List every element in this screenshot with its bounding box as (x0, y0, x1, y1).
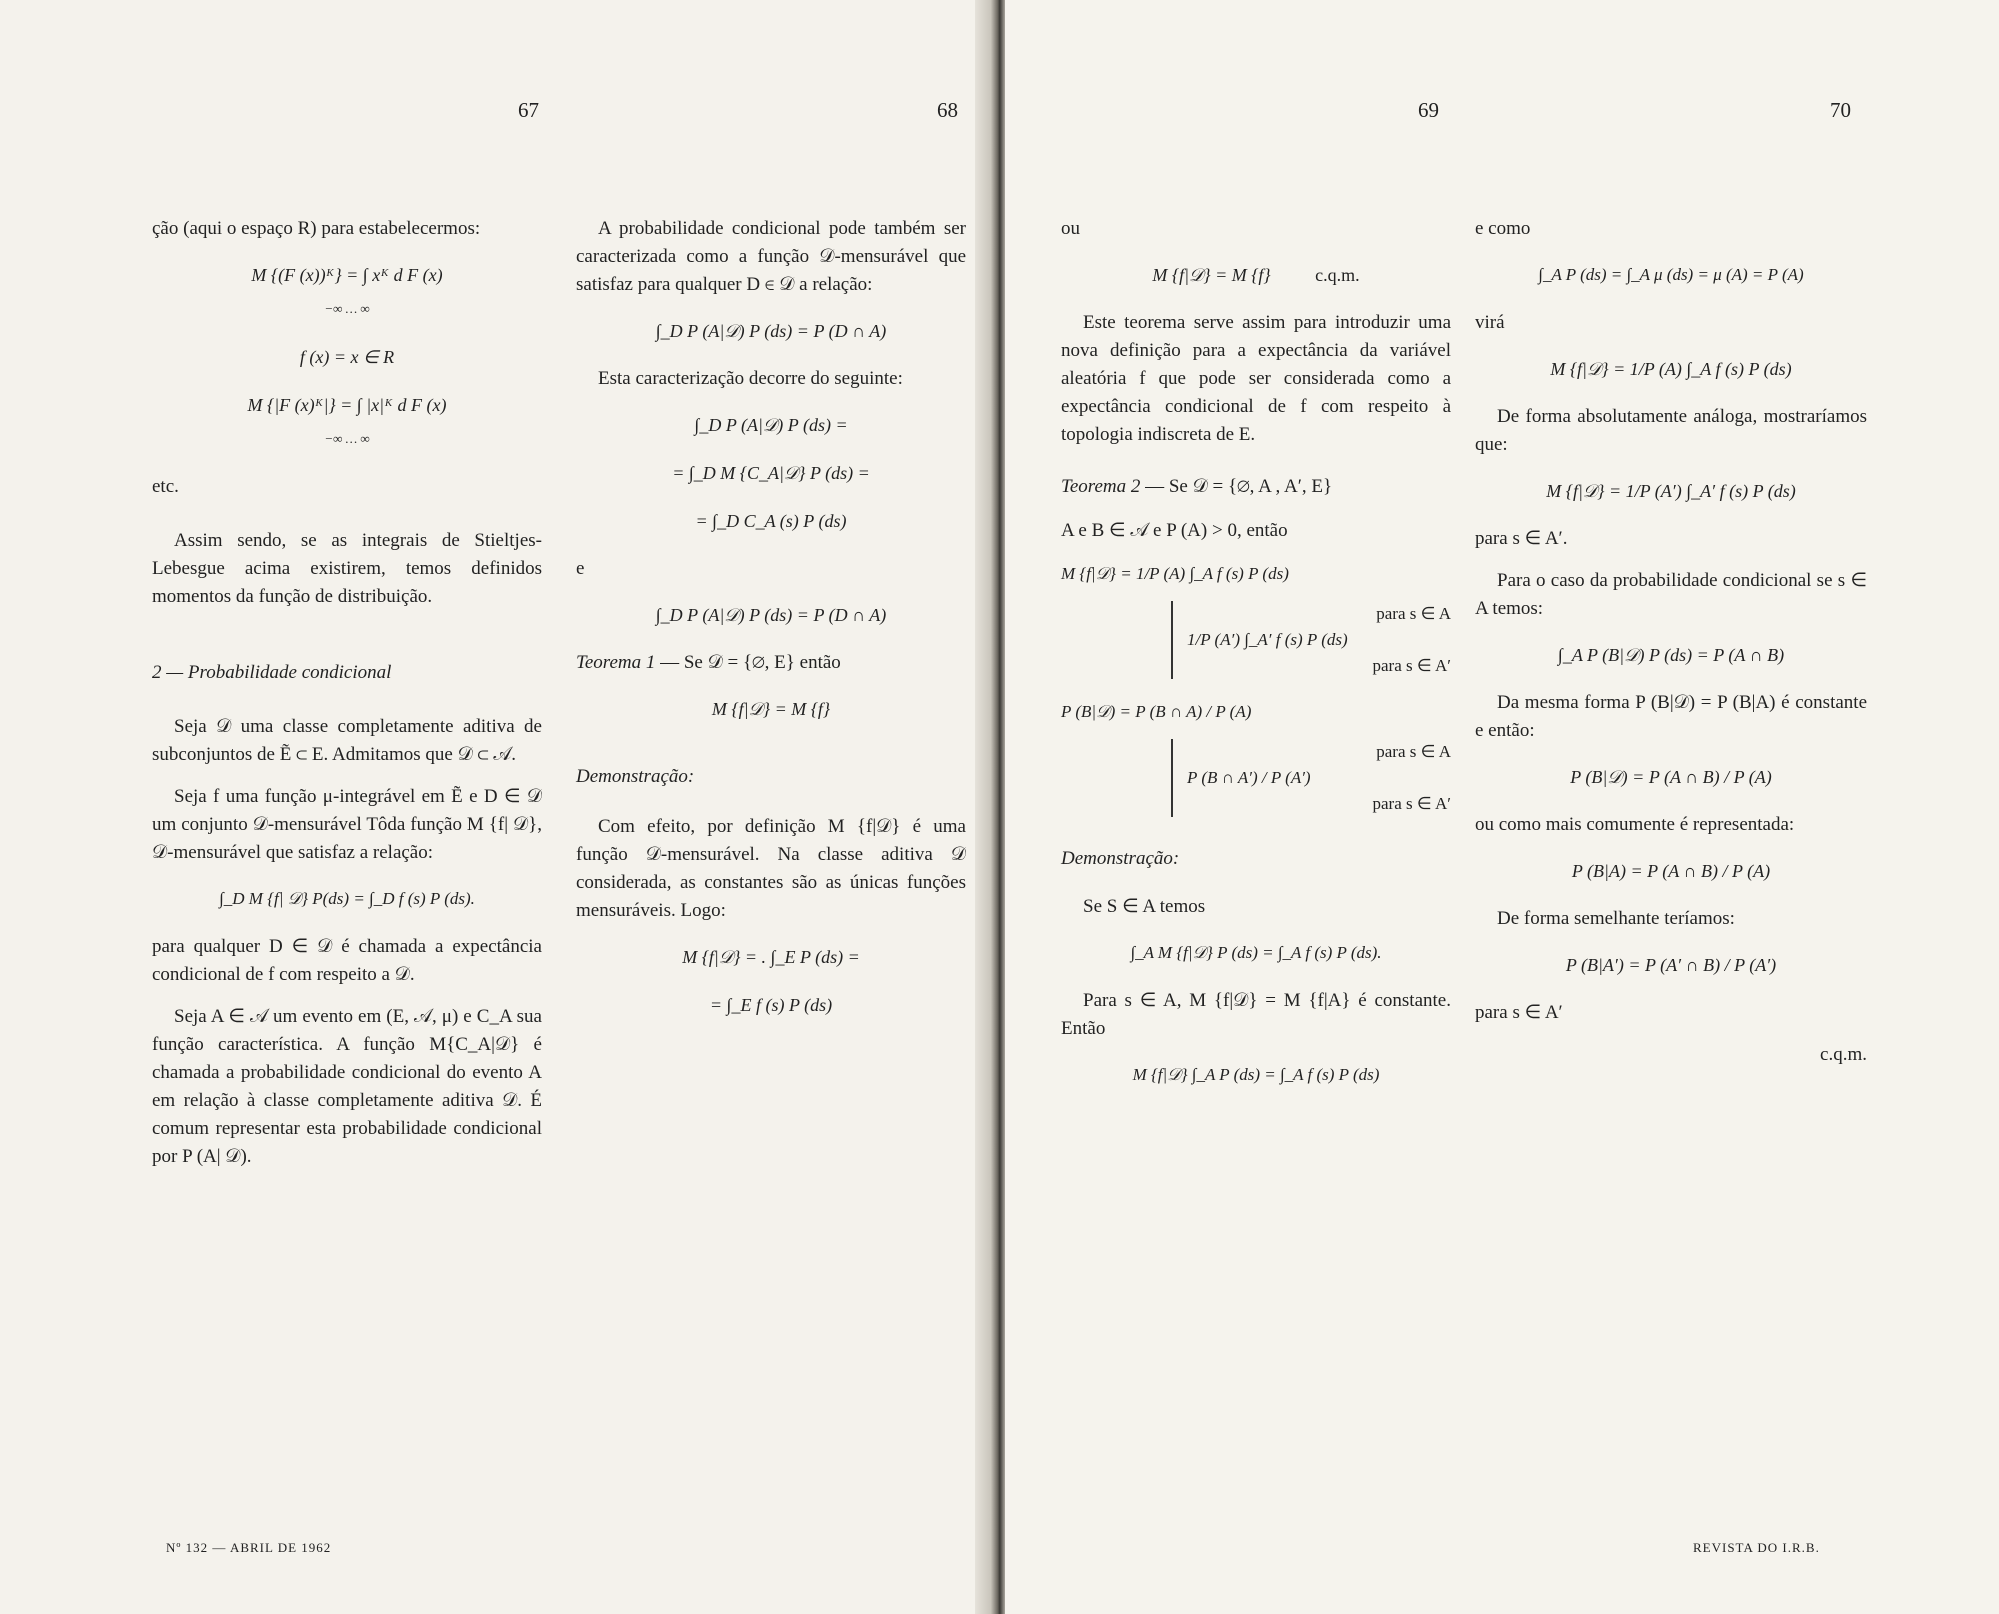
equation: = ∫_D C_A (s) P (ds) (695, 511, 847, 531)
case-2-first: P (B|𝒟) = P (B ∩ A) / P (A) (1061, 702, 1252, 721)
paragraph: Assim sendo, se as integrais de Stieltjes-Lebesgue acima existirem, temos definidos momentos da função de distribuição. (152, 530, 542, 607)
case-1-first: M {f|𝒟} = 1/P (A) ∫_A f (s) P (ds) (1061, 564, 1289, 583)
paragraph: etc. (152, 476, 179, 497)
equation-body: M {f|𝒟} = M {f} (1152, 265, 1271, 285)
paragraph: Da mesma forma P (B|𝒟) = P (B|A) é constante e então: (1475, 692, 1867, 741)
theorem-label: Teorema 2 (1061, 476, 1141, 497)
paragraph: Se S ∈ A temos (1083, 896, 1206, 917)
paragraph: Seja A ∈ 𝒜 um evento em (E, 𝒜, μ) e C_A sua função característica. A função M{C_A|𝒟} é chamada a probabilidade condicional do evento A em relação à classe completamente aditiva 𝒟. É comum representar esta probabilidade condicional por P (A| 𝒟). (152, 1006, 542, 1167)
equation-limits: −∞ … ∞ (324, 301, 370, 316)
qed-mark: c.q.m. (1820, 1044, 1867, 1065)
case-condition: para s ∈ A (1376, 604, 1451, 623)
paragraph: para s ∈ A′. (1475, 528, 1568, 549)
paragraph: ou como mais comumente é representada: (1475, 814, 1795, 835)
equation: M {f|𝒟} = 1/P (A) ∫_A f (s) P (ds) (1550, 359, 1792, 379)
left-footer: Nº 132 — ABRIL DE 1962 (166, 1540, 332, 1555)
left-page (0, 0, 995, 1614)
case-1-block (1171, 601, 1451, 679)
equation: = ∫_E f (s) P (ds) (709, 995, 833, 1015)
equation: P (B|𝒟) = P (A ∩ B) / P (A) (1570, 767, 1772, 787)
equation: ∫_D P (A|𝒟) P (ds) = P (D ∩ A) (655, 605, 887, 625)
theorem-text: — Se 𝒟 = {∅, E} então (660, 652, 841, 673)
equation: P (B|A′) = P (A′ ∩ B) / P (A′) (1565, 955, 1777, 975)
paragraph: para qualquer D ∈ 𝒟 é chamada a expectância condicional de f com respeito a 𝒟. (152, 936, 542, 985)
theorem-1 (576, 649, 966, 677)
page-number-69: 69 (1418, 98, 1439, 122)
equation-absolute-moment: M {|F (x)ᴷ|} = ∫ |x|ᴷ d F (x) (247, 395, 447, 415)
paragraph: Seja f uma função μ-integrável em Ẽ e D ∈ 𝒟 um conjunto 𝒟-mensurável Tôda função M {f| 𝒟}, 𝒟-mensurável que satisfaz a relação: (152, 786, 542, 863)
equation: ∫_A P (B|𝒟) P (ds) = P (A ∩ B) (1557, 645, 1785, 665)
paragraph: A probabilidade condicional pode também ser caracterizada como a função 𝒟-mensurável que satisfaz para qualquer D ∈ 𝒟 a relação: (576, 218, 966, 295)
theorem-label: Teorema 1 (576, 652, 656, 673)
equation: ∫_A P (ds) = ∫_A μ (ds) = μ (A) = P (A) (1538, 265, 1804, 284)
paragraph: e (576, 558, 585, 579)
case-condition: para s ∈ A′ (1372, 794, 1451, 813)
page-number-70: 70 (1830, 98, 1851, 122)
paragraph: Este teorema serve assim para introduzir uma nova definição para a expectância da variável aleatória f que pode ser considerada como a expectância condicional de f com respeito à topologia indiscreta de E. (1061, 312, 1451, 445)
case-expression: 1/P (A′) ∫_A′ f (s) P (ds) (1187, 630, 1348, 649)
paragraph: A e B ∈ 𝒜 e P (A) > 0, então (1061, 520, 1288, 541)
right-footer: REVISTA DO I.R.B. (1693, 1540, 1820, 1555)
equation-conditional-expectation: ∫_D M {f| 𝒟} P(ds) = ∫_D f (s) P (ds). (219, 889, 475, 908)
equation-identity: f (x) = x ∈ R (299, 347, 395, 367)
equation: M {f|𝒟} = M {f} (711, 699, 831, 719)
case-condition: para s ∈ A (1376, 742, 1451, 761)
demonstration-heading: Demonstração: (1061, 848, 1180, 869)
equation-moment: M {(F (x))ᴷ} = ∫ xᴷ d F (x) (251, 265, 443, 285)
case-condition: para s ∈ A′ (1372, 656, 1451, 675)
right-page-column-2 (1475, 215, 1867, 1069)
paragraph: Esta caracterização decorre do seguinte: (598, 368, 903, 389)
paragraph: Com efeito, por definição M {f|𝒟} é uma função 𝒟-mensurável. Na classe aditiva 𝒟 considerada, as constantes são as únicas funções mensuráveis. Logo: (576, 816, 966, 921)
paragraph: ção (aqui o espaço R) para estabelecermos: (152, 218, 481, 239)
right-page (1005, 0, 1999, 1614)
paragraph: Seja 𝒟 uma classe completamente aditiva de subconjuntos de Ẽ ⊂ E. Admitamos que 𝒟 ⊂ 𝒜. (152, 716, 542, 765)
equation (1061, 261, 1451, 289)
page-number-68: 68 (937, 98, 958, 122)
left-page-column-1 (152, 215, 542, 1185)
paragraph: para s ∈ A′ (1475, 1002, 1563, 1023)
case-2-block (1171, 739, 1451, 817)
equation: ∫_A M {f|𝒟} P (ds) = ∫_A f (s) P (ds). (1130, 943, 1382, 962)
equation: M {f|𝒟} = . ∫_E P (ds) = (682, 947, 860, 967)
equation: M {f|𝒟} = 1/P (A′) ∫_A′ f (s) P (ds) (1546, 481, 1796, 501)
equation-limits: −∞ … ∞ (324, 431, 370, 446)
paragraph: virá (1475, 312, 1505, 333)
case-expression: P (B ∩ A′) / P (A′) (1187, 768, 1311, 787)
paragraph: ou (1061, 218, 1080, 239)
paragraph: Para s ∈ A, M {f|𝒟} = M {f|A} é constante. Então (1061, 990, 1451, 1039)
theorem-text: — Se 𝒟 = {∅, A , A′, E} (1145, 476, 1333, 497)
paragraph: De forma absolutamente análoga, mostraríamos que: (1475, 406, 1867, 455)
page-number-67: 67 (518, 98, 539, 122)
equation: ∫_D P (A|𝒟) P (ds) = (694, 415, 848, 435)
demonstration-heading: Demonstração: (576, 766, 695, 787)
equation: M {f|𝒟} ∫_A P (ds) = ∫_A f (s) P (ds) (1132, 1065, 1380, 1084)
equation: P (B|A) = P (A ∩ B) / P (A) (1571, 861, 1771, 881)
qed-mark: c.q.m. (1315, 265, 1360, 285)
equation: = ∫_D M {C_A|𝒟} P (ds) = (672, 463, 870, 483)
left-page-column-2 (576, 215, 966, 1039)
equation: ∫_D P (A|𝒟) P (ds) = P (D ∩ A) (655, 321, 887, 341)
paragraph: Para o caso da probabilidade condicional se s ∈ A temos: (1475, 570, 1867, 619)
section-heading: 2 — Probabilidade condicional (152, 662, 392, 683)
paragraph: De forma semelhante teríamos: (1497, 908, 1735, 929)
paragraph: e como (1475, 218, 1531, 239)
theorem-2 (1061, 473, 1451, 501)
right-page-column-1 (1061, 215, 1451, 1109)
